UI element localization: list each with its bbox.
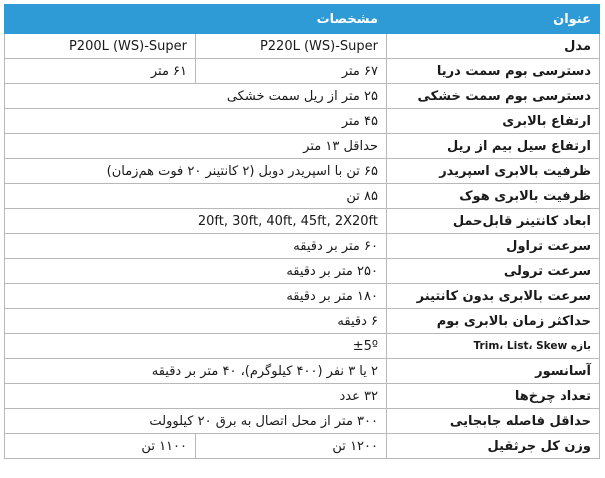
trim-value: ±5º bbox=[352, 338, 378, 354]
row-label: ارتفاع بالابری bbox=[387, 109, 600, 134]
row-label: تعداد چرخ‌ها bbox=[387, 384, 600, 409]
row-value: ۶۰ متر بر دقیقه bbox=[5, 234, 387, 259]
table-row bbox=[5, 134, 600, 159]
row-value: حداقل ۱۳ متر bbox=[5, 134, 387, 159]
row-value-p220l: ۶۷ متر bbox=[196, 59, 387, 84]
table-row bbox=[5, 59, 600, 84]
row-label: سرعت بالابری بدون کانتینر bbox=[387, 284, 600, 309]
table-row bbox=[5, 334, 600, 359]
table-row bbox=[5, 309, 600, 334]
table-row bbox=[5, 84, 600, 109]
table-row bbox=[5, 34, 600, 59]
row-value bbox=[5, 209, 387, 234]
container-sizes-value: 20ft, 30ft, 40ft, 45ft, 2X20ft bbox=[197, 213, 378, 229]
table-header-row bbox=[5, 5, 600, 34]
table-row bbox=[5, 384, 600, 409]
row-value: ۲۵۰ متر بر دقیقه bbox=[5, 259, 387, 284]
table-row bbox=[5, 209, 600, 234]
row-value-p220l: ۱۲۰۰ تن bbox=[196, 434, 387, 459]
table-row bbox=[5, 359, 600, 384]
row-label: سرعت تراول bbox=[387, 234, 600, 259]
row-value: ۸۵ تن bbox=[5, 184, 387, 209]
row-label: حداقل فاصله جابجایی bbox=[387, 409, 600, 434]
row-label: دسترسی بوم سمت دریا bbox=[387, 59, 600, 84]
row-label: آسانسور bbox=[387, 359, 600, 384]
row-label: وزن کل جرثقیل bbox=[387, 434, 600, 459]
row-label: دسترسی بوم سمت خشکی bbox=[387, 84, 600, 109]
model-p200l: P200L (WS)-Super bbox=[68, 38, 188, 54]
header-title: عنوان bbox=[387, 5, 600, 34]
table-row bbox=[5, 109, 600, 134]
table-row bbox=[5, 259, 600, 284]
row-label: ظرفیت بالابری اسپریدر bbox=[387, 159, 600, 184]
row-value-p200l: ۶۱ متر bbox=[5, 59, 196, 84]
table-row bbox=[5, 434, 600, 459]
row-label: مدل bbox=[387, 34, 600, 59]
row-value: ۶ دقیقه bbox=[5, 309, 387, 334]
row-label: حداکثر زمان بالابری بوم bbox=[387, 309, 600, 334]
table-row bbox=[5, 234, 600, 259]
row-value bbox=[5, 334, 387, 359]
row-value: ۶۵ تن با اسپریدر دوبل (۲ کانتینر ۲۰ فوت هم‌زمان) bbox=[5, 159, 387, 184]
row-label: ارتفاع سیل بیم از ریل bbox=[387, 134, 600, 159]
row-value: ۳۲ عدد bbox=[5, 384, 387, 409]
row-label: سرعت ترولی bbox=[387, 259, 600, 284]
specifications-table bbox=[4, 4, 600, 459]
row-label: ابعاد کانتینر قابل‌حمل bbox=[387, 209, 600, 234]
row-value: ۲ یا ۳ نفر (۴۰۰ کیلوگرم)، ۴۰ متر بر دقیقه bbox=[5, 359, 387, 384]
row-value: ۴۵ متر bbox=[5, 109, 387, 134]
table-row bbox=[5, 184, 600, 209]
table-row bbox=[5, 284, 600, 309]
table-row bbox=[5, 159, 600, 184]
row-value-p200l bbox=[5, 34, 196, 59]
row-label: بازه Trim، List، Skew bbox=[387, 334, 600, 359]
header-specs: مشخصات bbox=[5, 5, 387, 34]
table-row bbox=[5, 409, 600, 434]
row-value-p200l: ۱۱۰۰ تن bbox=[5, 434, 196, 459]
row-label: ظرفیت بالابری هوک bbox=[387, 184, 600, 209]
row-value-p220l bbox=[196, 34, 387, 59]
model-p220l: P220L (WS)-Super bbox=[259, 38, 378, 54]
row-value: ۲۵ متر از ریل سمت خشکی bbox=[5, 84, 387, 109]
row-value: ۳۰۰ متر از محل اتصال به برق ۲۰ کیلوولت bbox=[5, 409, 387, 434]
row-value: ۱۸۰ متر بر دقیقه bbox=[5, 284, 387, 309]
